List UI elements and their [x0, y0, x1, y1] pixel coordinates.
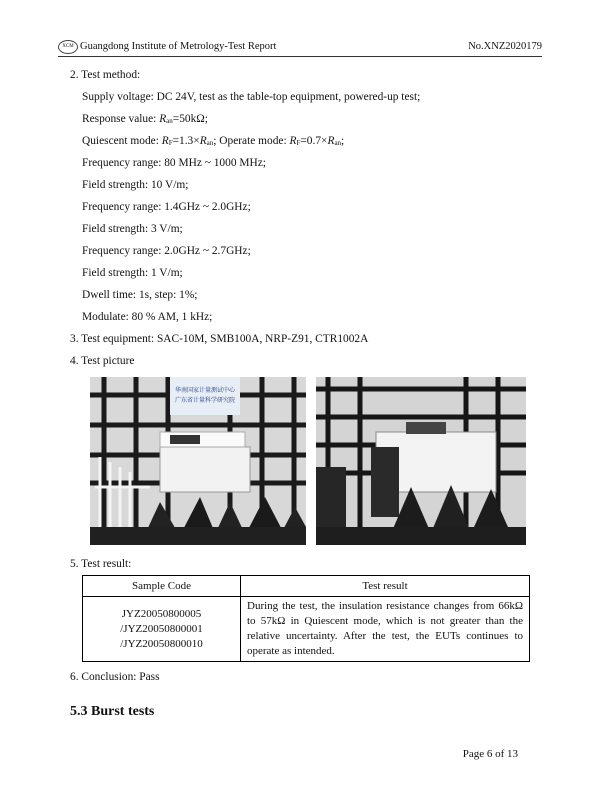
test-result-table [82, 575, 530, 662]
conclusion: 6. Conclusion: Pass [70, 671, 160, 683]
frequency-range-2: Frequency range: 1.4GHz ~ 2.0GHz; [82, 201, 251, 213]
page-number: Page 6 of 13 [462, 748, 518, 760]
anechoic-chamber-photo-2 [316, 377, 526, 545]
dwell-time: Dwell time: 1s, step: 1%; [82, 289, 198, 301]
sample-code-1: JYZ20050800005 [121, 607, 202, 620]
response-value: Response value: Ran=50kΩ; [82, 113, 208, 125]
test-method-heading: 2. Test method: [70, 69, 141, 81]
page-header [58, 40, 542, 57]
section-title: 5.3 Burst tests [70, 704, 155, 719]
mode-settings: Quiescent mode: RF=1.3×Ran; Operate mode: RF=0.7×Ran; [82, 135, 345, 147]
field-strength-2: Field strength: 3 V/m; [82, 223, 183, 235]
field-strength-1: Field strength: 10 V/m; [82, 179, 189, 191]
test-photos [70, 377, 540, 547]
field-strength-3: Field strength: 1 V/m; [82, 267, 183, 279]
test-equipment: 3. Test equipment: SAC-10M, SMB100A, NRP-Z91, CTR1002A [70, 333, 369, 345]
sample-code-2: /JYZ20050800001 [120, 622, 203, 635]
header-organization: Guangdong Institute of Metrology-Test Report [80, 41, 277, 52]
test-picture-heading: 4. Test picture [70, 355, 135, 367]
supply-voltage: Supply voltage: DC 24V, test as the table-top equipment, powered-up test; [82, 91, 421, 103]
frequency-range-3: Frequency range: 2.0GHz ~ 2.7GHz; [82, 245, 251, 257]
sample-codes [83, 597, 241, 662]
header-report-number: No.XNZ2020179 [468, 41, 542, 52]
test-photo-eut-table [316, 377, 526, 545]
col-test-result: Test result [241, 576, 530, 597]
modulation: Modulate: 80 % AM, 1 kHz; [82, 311, 213, 323]
institute-logo: XCM [58, 40, 78, 54]
frequency-range-1: Frequency range: 80 MHz ~ 1000 MHz; [82, 157, 266, 169]
col-sample-code: Sample Code [83, 576, 241, 597]
test-photo-antenna [90, 377, 306, 545]
test-result-heading: 5. Test result: [70, 558, 132, 570]
photo-sign-line2: 广东省计量科学研究院 [174, 398, 236, 404]
anechoic-chamber-photo-1 [90, 377, 306, 545]
report-body [70, 64, 540, 688]
test-result-text: During the test, the insulation resistance changes from 66kΩ to 57kΩ in Quiescent mode, which is not greater than the relative uncertainty. After the test, the EUTs continues to operate as intended. [241, 597, 530, 662]
photo-sign-line1: 华南国家计量测试中心 [174, 388, 236, 394]
sample-code-3: /JYZ20050800010 [120, 637, 203, 650]
